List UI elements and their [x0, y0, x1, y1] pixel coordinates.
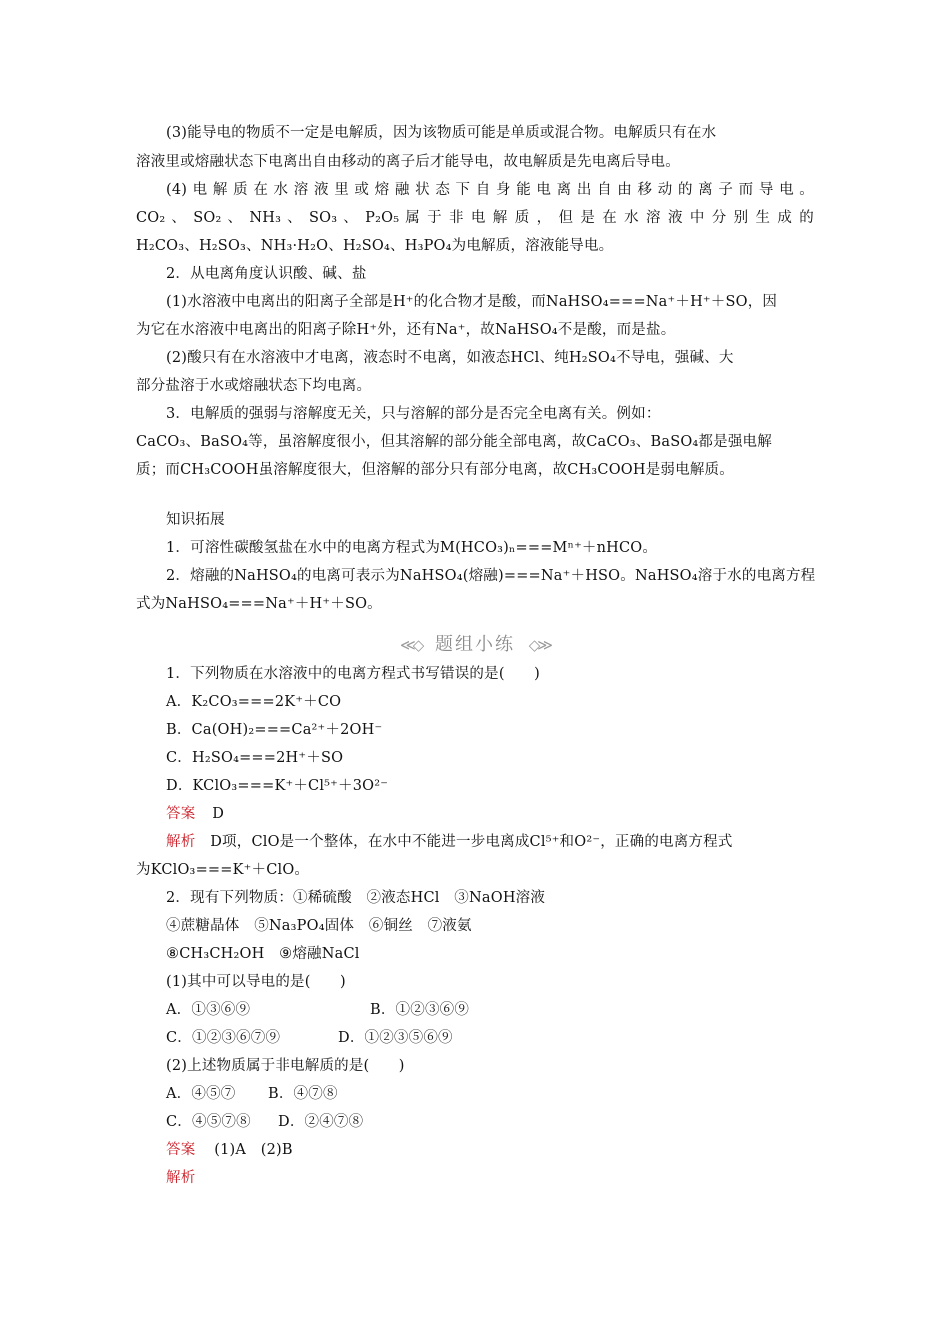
question-2-sub-1-option-d: D．①②③⑤⑥⑨ [338, 1030, 453, 1046]
question-2-answer-row [166, 1140, 293, 1160]
question-1-option-b: B．Ca(OH)₂===Ca²⁺＋2OH⁻ [166, 722, 383, 738]
section-2-heading: 2．从电离角度认识酸、碱、盐 [166, 266, 367, 282]
section-2-item-2-line-2: 部分盐溶于水或熔融状态下均电离。 [136, 378, 372, 394]
answer-label: 答案 [166, 806, 196, 822]
question-2-list-line-3: ⑧CH₃CH₂OH ⑨熔融NaCl [166, 946, 360, 962]
question-2-analysis-label: 解析 [166, 1170, 196, 1186]
extension-item-2-line-2: 式为NaHSO₄===Na⁺＋H⁺＋SO。 [136, 596, 382, 612]
question-1-option-d: D．KClO₃===K⁺＋Cl⁵⁺＋3O²⁻ [166, 778, 389, 794]
question-2-sub-2-option-b: B．④⑦⑧ [268, 1086, 338, 1102]
divider-title: 题组小练 [435, 634, 515, 655]
question-1-analysis-row [166, 832, 733, 852]
question-1-analysis-line-2: 为KClO₃===K⁺＋ClO。 [136, 862, 310, 878]
section-3-line-3: 质；而CH₃COOH虽溶解度很大，但溶解的部分只有部分电离，故CH₃COOH是弱电解质。 [136, 462, 734, 478]
paragraph-3-line-1: (3)能导电的物质不一定是电解质，因为该物质可能是单质或混合物。电解质只有在水 [166, 125, 717, 141]
question-2-sub-2-option-c: C．④⑤⑦⑧ [166, 1114, 251, 1130]
question-2-list-line-2: ④蔗糖晶体 ⑤Na₃PO₄固体 ⑥铜丝 ⑦液氨 [166, 918, 472, 934]
question-2-sub-1-option-b: B．①②③⑥⑨ [370, 1002, 470, 1018]
section-2-item-1-line-1: (1)水溶液中电离出的阳离子全部是H⁺的化合物才是酸，而NaHSO₄===Na⁺＋H⁺＋SO，因 [166, 294, 778, 310]
question-2-sub-2: (2)上述物质属于非电解质的是( ) [166, 1058, 405, 1074]
question-2-sub-1-option-a: A．①③⑥⑨ [166, 1002, 251, 1018]
knowledge-extension-heading: 知识拓展 [166, 512, 225, 528]
question-1-answer-row [166, 804, 224, 824]
question-2-sub-1-option-c: C．①②③⑥⑦⑨ [166, 1030, 281, 1046]
divider-left-ornament: ≪◇ [400, 636, 422, 654]
section-2-item-1-line-2: 为它在水溶液中电离出的阳离子除H⁺外，还有Na⁺，故NaHSO₄不是酸，而是盐。 [136, 322, 676, 338]
question-2-sub-1: (1)其中可以导电的是( ) [166, 974, 346, 990]
section-3-line-1: 3．电解质的强弱与溶解度无关，只与溶解的部分是否完全电离有关。例如： [166, 406, 661, 422]
extension-item-2-line-1: 2．熔融的NaHSO₄的电离可表示为NaHSO₄(熔融)===Na⁺＋HSO。NaHSO₄溶于水的电离方程 [166, 568, 816, 584]
question-1-analysis-text: D项，ClO是一个整体，在水中不能进一步电离成Cl⁵⁺和O²⁻，正确的电离方程式 [210, 834, 733, 850]
answer-label: 答案 [166, 1142, 196, 1158]
paragraph-4-line-2: CO₂ 、 SO₂ 、 NH₃ 、 SO₃ 、 P₂O₅ 属 于 非 电 解 质 ， 但 是 在 水 溶 液 中 分 别 生 成 的 [136, 210, 814, 226]
paragraph-3-line-2: 溶液里或熔融状态下电离出自由移动的离子后才能导电，故电解质是先电离后导电。 [136, 154, 680, 170]
paragraph-4-line-1: (4)电解质在水溶液里或熔融状态下自身能电离出自由移动的离子而导电。 [166, 182, 814, 198]
question-2-stem: 2．现有下列物质：①稀硫酸 ②液态HCl ③NaOH溶液 [166, 890, 546, 906]
question-2-sub-2-option-a: A．④⑤⑦ [166, 1086, 236, 1102]
divider-right-ornament: ◇≫ [528, 636, 550, 654]
section-2-item-2-line-1: (2)酸只有在水溶液中才电离，液态时不电离，如液态HCl、纯H₂SO₄不导电，强碱、大 [166, 350, 734, 366]
question-1-stem: 1．下列物质在水溶液中的电离方程式书写错误的是( ) [166, 666, 540, 682]
analysis-label: 解析 [166, 834, 196, 850]
question-1-option-c: C．H₂SO₄===2H⁺＋SO [166, 750, 344, 766]
question-1-answer: D [212, 806, 225, 822]
question-2-answer: (1)A (2)B [214, 1142, 293, 1158]
extension-item-1: 1．可溶性碳酸氢盐在水中的电离方程式为M(HCO₃)ₙ===Mⁿ⁺＋nHCO。 [166, 540, 658, 556]
question-2-sub-2-option-d: D．②④⑦⑧ [278, 1114, 364, 1130]
question-1-option-a: A．K₂CO₃===2K⁺＋CO [166, 694, 342, 710]
section-divider [0, 630, 950, 654]
section-3-line-2: CaCO₃、BaSO₄等，虽溶解度很小，但其溶解的部分能全部电离，故CaCO₃、BaSO₄都是强电解 [136, 434, 772, 450]
paragraph-4-line-3: H₂CO₃、H₂SO₃、NH₃·H₂O、H₂SO₄、H₃PO₄为电解质，溶液能导电。 [136, 238, 614, 254]
